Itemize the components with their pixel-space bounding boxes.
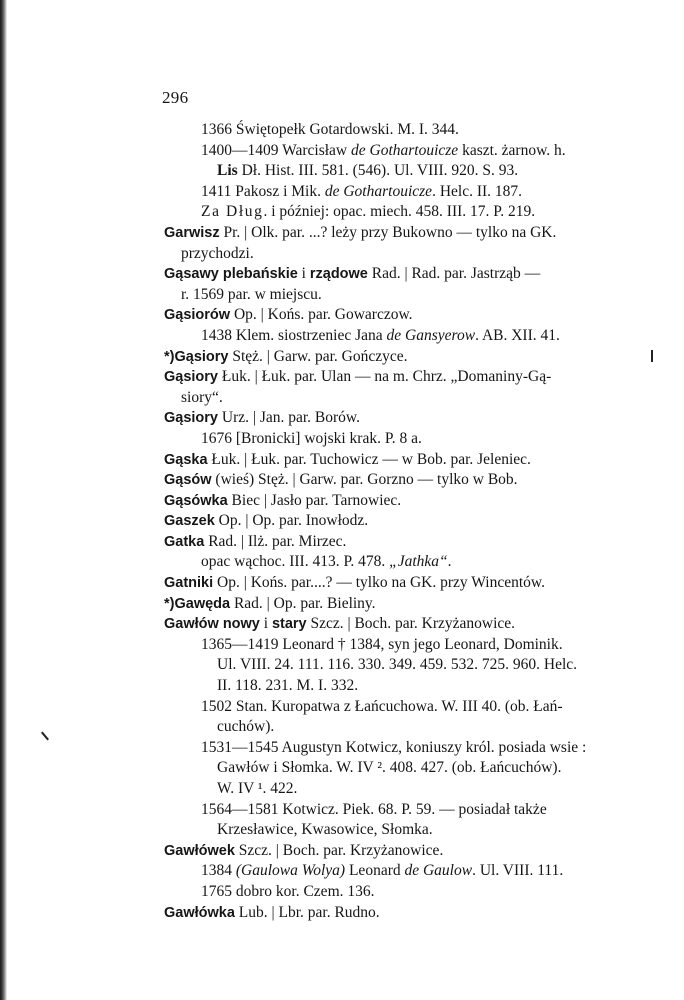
italic-text: de Gothartouicze bbox=[324, 182, 433, 200]
text-segment: . i później: opac. miech. 458. III. 17. P. 219. bbox=[263, 203, 536, 221]
text-segment: 1531—1545 Augustyn Kotwicz, koniuszy król. posiada wsie : bbox=[201, 738, 587, 756]
text-segment: Za Dług bbox=[201, 203, 264, 221]
text-segment: 1676 [Bronicki] wojski krak. P. 8 a. bbox=[201, 429, 422, 447]
text-segment: siory“. bbox=[181, 388, 223, 406]
text-segment: przychodzi. bbox=[181, 244, 254, 262]
headword: rządowe bbox=[309, 266, 368, 283]
text-segment: Dł. Hist. III. 581. (546). Ul. VIII. 920. S. 93. bbox=[237, 162, 519, 180]
headword: Gawłówek bbox=[164, 842, 235, 859]
text-segment: . Ul. VIII. 111. bbox=[472, 862, 564, 880]
text-line bbox=[164, 882, 624, 903]
text-line bbox=[164, 717, 624, 738]
italic-text: de Gothartouicze bbox=[351, 141, 459, 159]
text-segment: opac wąchoc. III. 413. P. 478. bbox=[201, 553, 390, 571]
text-segment: W. IV ¹. 422. bbox=[217, 780, 298, 797]
text-line bbox=[164, 861, 624, 882]
entry-line bbox=[164, 408, 624, 429]
entry-line bbox=[164, 614, 624, 635]
text-segment: r. 1569 par. w miejscu. bbox=[181, 285, 322, 303]
entry-line bbox=[164, 594, 624, 615]
text-line bbox=[164, 779, 624, 800]
entry-line bbox=[164, 305, 624, 326]
entry-line bbox=[164, 264, 624, 285]
headword: Gąsawy plebańskie bbox=[164, 266, 298, 283]
text-line bbox=[164, 141, 624, 162]
italic-text: (Gaulowa Wolya) bbox=[235, 862, 346, 880]
text-segment: 1765 dobro kor. Czem. 136. bbox=[201, 882, 375, 900]
text-line bbox=[164, 800, 624, 821]
headword: *)Gawęda bbox=[164, 595, 231, 612]
italic-text: de Gansyerow bbox=[386, 326, 476, 344]
text-line bbox=[164, 161, 624, 182]
text-segment: . bbox=[447, 553, 452, 571]
entry-line bbox=[164, 347, 624, 368]
margin-mark bbox=[651, 350, 653, 362]
margin-mark bbox=[41, 732, 49, 741]
text-line bbox=[164, 697, 624, 718]
headword: Gąsów bbox=[164, 472, 212, 489]
text-line bbox=[164, 820, 624, 841]
text-segment: 1564—1581 Kotwicz. Piek. 68. P. 59. — posiadał także bbox=[201, 800, 547, 818]
text-segment: Szcz. | Boch. par. Krzyżanowice. bbox=[234, 841, 444, 859]
text-segment: (wieś) Stęż. | Garw. par. Gorzno — tylko w Bob. bbox=[211, 471, 518, 489]
text-line bbox=[164, 758, 624, 779]
scan-edge bbox=[0, 0, 7, 1000]
text-line bbox=[164, 120, 624, 141]
text-line bbox=[164, 285, 624, 306]
text-segment: 1502 Stan. Kuropatwa z Łańcuchowa. W. III 40. (ob. Łań- bbox=[201, 697, 563, 715]
text-line bbox=[164, 552, 624, 573]
text-segment: Op. | Op. par. Inowłodz. bbox=[214, 512, 369, 530]
entry-line bbox=[164, 841, 624, 862]
text-line bbox=[164, 429, 624, 450]
italic-text: de Gaulow bbox=[404, 862, 473, 880]
headword: Gawłów nowy bbox=[164, 616, 260, 633]
text-segment: Gawłów i Słomka. W. IV ². 408. 427. (ob. Łańcuchów). bbox=[217, 759, 562, 777]
headword: Gąsiorów bbox=[164, 307, 231, 324]
text-segment: . Helc. II. 187. bbox=[432, 182, 523, 200]
entry-line bbox=[164, 470, 624, 491]
page-number: 296 bbox=[162, 88, 189, 107]
text-segment: Op. | Końs. par....? — tylko na GK. przy Wincentów. bbox=[213, 574, 545, 592]
headword: Gawłówka bbox=[164, 904, 235, 921]
headword: Gatka bbox=[164, 533, 205, 550]
text-segment: i bbox=[259, 615, 272, 633]
entry-line bbox=[164, 223, 624, 244]
headword: Lis bbox=[217, 162, 238, 180]
entry-line bbox=[164, 573, 624, 594]
text-line bbox=[164, 326, 624, 347]
text-segment: Op. | Końs. par. Gowarczow. bbox=[230, 306, 413, 324]
text-segment: 1438 Klem. siostrzeniec Jana bbox=[201, 326, 387, 344]
text-segment: Urz. | Jan. par. Borów. bbox=[218, 409, 360, 427]
dictionary-text bbox=[164, 120, 624, 923]
entry-line bbox=[164, 903, 624, 924]
text-segment: kaszt. żarnow. h. bbox=[458, 141, 566, 159]
italic-text: „Jathka“ bbox=[389, 553, 448, 571]
text-segment: 1366 Świętopełk Gotardowski. M. I. 344. bbox=[201, 121, 459, 138]
text-segment: 1411 Pakosz i Mik. bbox=[201, 182, 325, 200]
text-segment: Lub. | Lbr. par. Rudno. bbox=[234, 903, 380, 921]
text-segment: Ul. VIII. 24. 111. 116. 330. 349. 459. 532. 725. 960. Helc. bbox=[217, 656, 578, 674]
text-segment: Rad. | Ilż. par. Mirzec. bbox=[204, 532, 347, 550]
text-segment: Krzesławice, Kwasowice, Słomka. bbox=[217, 821, 433, 839]
text-line bbox=[164, 655, 624, 676]
headword: Garwisz bbox=[164, 224, 220, 241]
entry-line bbox=[164, 491, 624, 512]
text-line bbox=[164, 182, 624, 203]
text-segment: 1400—1409 Warcisław bbox=[201, 141, 351, 159]
text-line bbox=[164, 202, 624, 223]
text-segment: cuchów). bbox=[217, 718, 275, 736]
headword: Gąska bbox=[164, 451, 208, 468]
text-segment: Pr. | Olk. par. ...? leży przy Bukowno — tylko na GK. bbox=[219, 223, 557, 241]
headword: Gatniki bbox=[164, 575, 214, 592]
headword: Gaszek bbox=[164, 513, 215, 530]
headword: Gąsówka bbox=[164, 492, 228, 509]
text-segment: 1384 bbox=[201, 862, 236, 880]
text-line bbox=[164, 635, 624, 656]
text-segment: i bbox=[297, 265, 310, 283]
text-segment: II. 118. 231. M. I. 332. bbox=[217, 677, 359, 695]
text-segment: Stęż. | Garw. par. Gończyce. bbox=[228, 347, 408, 365]
headword: Gąsiory bbox=[164, 410, 218, 427]
text-segment: Łuk. | Łuk. par. Tuchowicz — w Bob. par. Jeleniec. bbox=[207, 450, 531, 468]
text-segment: Łuk. | Łuk. par. Ulan — na m. Chrz. „Domaniny-Gą- bbox=[218, 368, 552, 386]
text-line bbox=[164, 244, 624, 265]
entry-line bbox=[164, 450, 624, 471]
text-segment: Biec | Jasło par. Tarnowiec. bbox=[227, 491, 402, 509]
text-segment: Leonard bbox=[345, 862, 405, 880]
headword: Gąsiory bbox=[164, 369, 218, 386]
text-line bbox=[164, 738, 624, 759]
headword: stary bbox=[271, 616, 307, 633]
text-line bbox=[164, 676, 624, 697]
text-segment: Szcz. | Boch. par. Krzyżanowice. bbox=[306, 615, 516, 633]
entry-line bbox=[164, 511, 624, 532]
text-segment: . AB. XII. 41. bbox=[475, 326, 560, 344]
text-segment: Rad. | Op. par. Bieliny. bbox=[230, 594, 376, 612]
headword: *)Gąsiory bbox=[164, 348, 229, 365]
text-segment: Rad. | Rad. par. Jastrząb — bbox=[367, 265, 541, 283]
text-line bbox=[164, 388, 624, 409]
text-segment: 1365—1419 Leonard † 1384, syn jego Leonard, Dominik. bbox=[201, 635, 563, 653]
entry-line bbox=[164, 367, 624, 388]
entry-line bbox=[164, 532, 624, 553]
